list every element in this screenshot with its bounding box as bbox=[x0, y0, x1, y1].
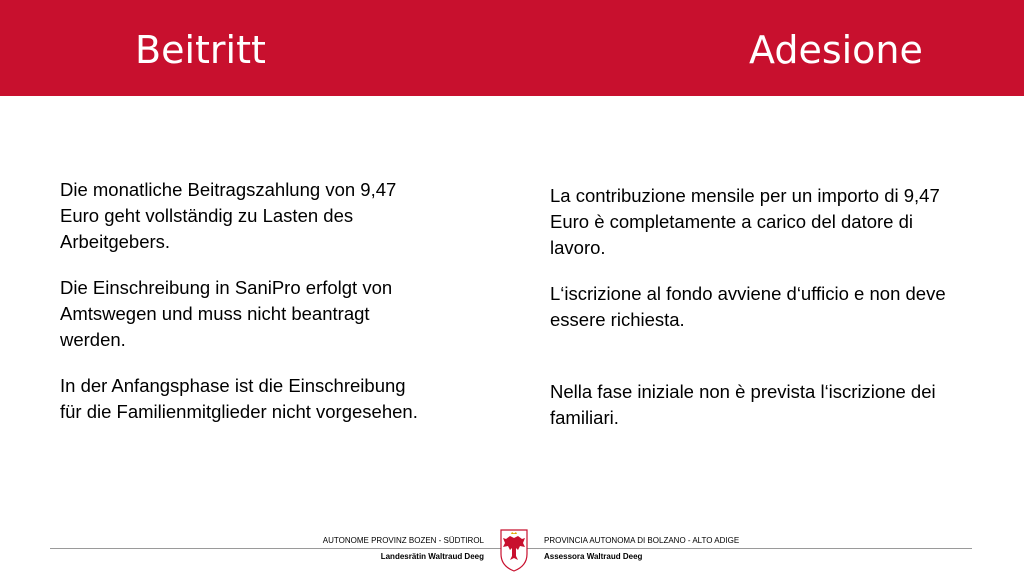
header-banner bbox=[0, 0, 1024, 96]
title-italian: Adesione bbox=[749, 28, 923, 72]
german-paragraph-3: In der Anfangsphase ist die Einschreibung für die Familienmitglieder nicht vorgesehen. bbox=[60, 375, 418, 422]
german-paragraph-1: Die monatliche Beitragszahlung von 9,47 Euro geht vollständig zu Lasten des Arbeitgebers. bbox=[60, 179, 397, 252]
footer-councillor-de: Landesrätin Waltraud Deeg bbox=[380, 552, 484, 561]
italian-paragraph-2: L‘iscrizione al fondo avviene d‘ufficio e non deve essere richiesta. bbox=[550, 283, 946, 330]
italian-column bbox=[550, 183, 970, 451]
tyrolean-eagle-icon bbox=[497, 528, 531, 572]
italian-paragraph-1: La contribuzione mensile per un importo di 9,47 Euro è completamente a carico del datore di lavoro. bbox=[550, 185, 940, 258]
footer-councillor-it: Assessora Waltraud Deeg bbox=[544, 552, 643, 561]
german-paragraph-2: Die Einschreibung in SaniPro erfolgt von Amtswegen und muss nicht beantragt werden. bbox=[60, 277, 393, 350]
italian-paragraph-3: Nella fase iniziale non è prevista l‘iscrizione dei familiari. bbox=[550, 381, 936, 428]
footer-province-it: PROVINCIA AUTONOMA DI BOLZANO - ALTO ADIGE bbox=[544, 536, 740, 545]
footer-province-de: AUTONOME PROVINZ BOZEN - SÜDTIROL bbox=[322, 536, 484, 545]
german-column bbox=[60, 177, 430, 445]
title-german: Beitritt bbox=[135, 28, 266, 72]
